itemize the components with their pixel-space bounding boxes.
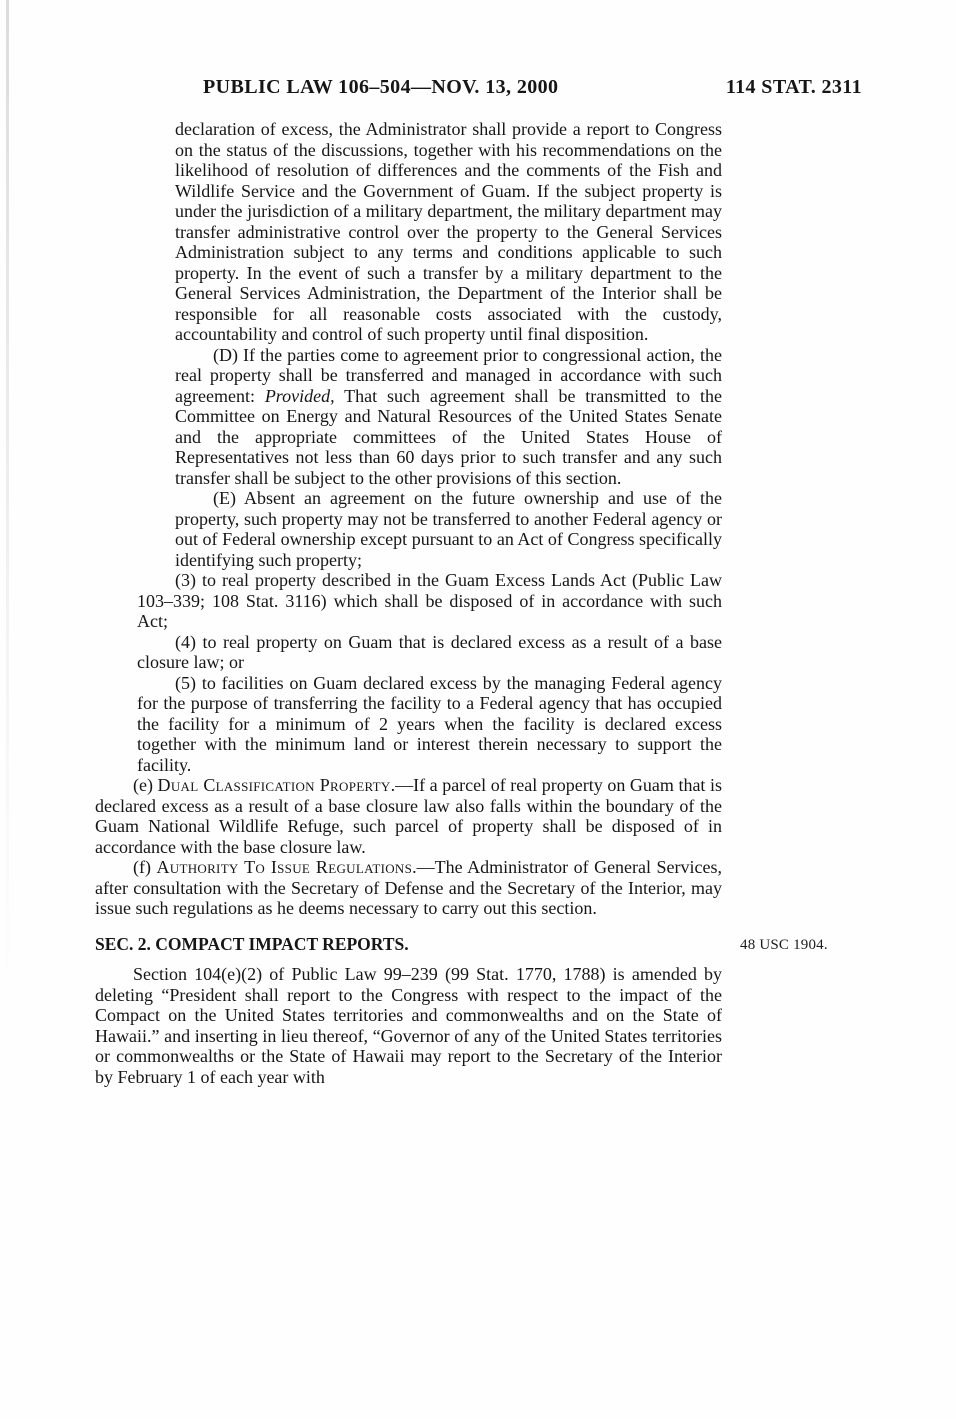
text-run: (3) to real property described in the Guam Excess Lands Act (Public Law 103–339; 108 Stat. 3116) which shall be disposed of in accordance with such Act;	[137, 570, 722, 631]
paragraph-5	[137, 673, 722, 776]
header-law-title: PUBLIC LAW 106–504—NOV. 13, 2000	[203, 76, 559, 98]
subsection-f	[95, 857, 722, 919]
text-run: Dual Classification Property	[157, 775, 391, 795]
text-run: (D) If the parties come to agreement prior to congressional action, the real property shall be transferred and managed in accordance with such agreement:	[175, 344, 722, 406]
text-run: SEC. 2. COMPACT IMPACT REPORTS.	[95, 933, 409, 954]
section-2-text	[95, 964, 722, 1087]
margin-note: 48 USC 1904.	[740, 936, 828, 953]
text-run: Provided,	[264, 385, 335, 406]
document-body	[95, 119, 828, 1087]
subparagraph-D	[175, 345, 722, 489]
text-run: That such agreement shall be transmitted to the Committee on Energy and Natural Resources of the United States Senate and the appropriate committees of the United States House of Representatives not less than 60 days prior to such transfer and any such transfer shall be subject to the other provisions of this section.	[175, 385, 722, 488]
text-run: Section 104(e)(2) of Public Law 99–239 (99 Stat. 1770, 1788) is amended by deleting “President shall report to the Congress with respect to the impact of the Compact on the United States territories and commonwealths and on the State of Hawaii.” and inserting in lieu thereof, “Governor of any of the United States territories or commonwealths or the State of Hawaii may report to the Secretary of the Interior by February 1 of each year with	[95, 964, 722, 1087]
text-run: (4) to real property on Guam that is declared excess as a result of a base closure law; or	[137, 631, 722, 672]
text-run: declaration of excess, the Administrator shall provide a report to Congress on the status of the discussions, together with his recommendations on the likelihood of resolution of differences and the comments of the Fish and Wildlife Service and the Government of Guam. If the subject property is under the jurisdiction of a military department, the military department may transfer administrative control over the property to the General Services Administration subject to any terms and conditions applicable to such property. In the event of such a transfer by a military department to the General Services Administration, the Department of the Interior shall be responsible for all reasonable costs associated with the custody, accountability and control of such property until final disposition.	[175, 119, 722, 344]
text-run: Authority To Issue Regulations	[156, 857, 413, 877]
subparagraph-E	[175, 488, 722, 570]
text-run: .—The Administrator of General Services, after consultation with the Secretary of Defense and the Secretary of the Interior, may issue such regulations as he deems necessary to carry out this section.	[95, 857, 722, 918]
scan-edge-artifact	[6, 0, 9, 995]
text-run: (5) to facilities on Guam declared excess by the managing Federal agency for the purpose of transferring the facility to a Federal agency that has occupied the facility for a minimum of 2 years when the facility is declared excess together with the minimum land or interest therein necessary to support the facility.	[137, 672, 722, 775]
subsection-e	[95, 775, 722, 857]
section-2-heading	[95, 933, 828, 955]
paragraph-4	[137, 632, 722, 673]
text-run: (f)	[133, 857, 157, 877]
continuation-paragraph	[175, 119, 722, 345]
text-run: (e)	[133, 775, 158, 795]
page-header	[0, 76, 956, 102]
text-run: .—If a parcel of real property on Guam that is declared excess as a result of a base closure law also falls within the boundary of the Guam National Wildlife Refuge, such parcel of property shall be disposed of in accordance with the base closure law.	[95, 775, 722, 857]
header-stat-number: 114 STAT. 2311	[725, 76, 862, 98]
paragraph-3	[137, 570, 722, 632]
text-run: (E) Absent an agreement on the future ownership and use of the property, such property may not be transferred to another Federal agency or out of Federal ownership except pursuant to an Act of Congress specifically identifying such property;	[175, 488, 722, 570]
